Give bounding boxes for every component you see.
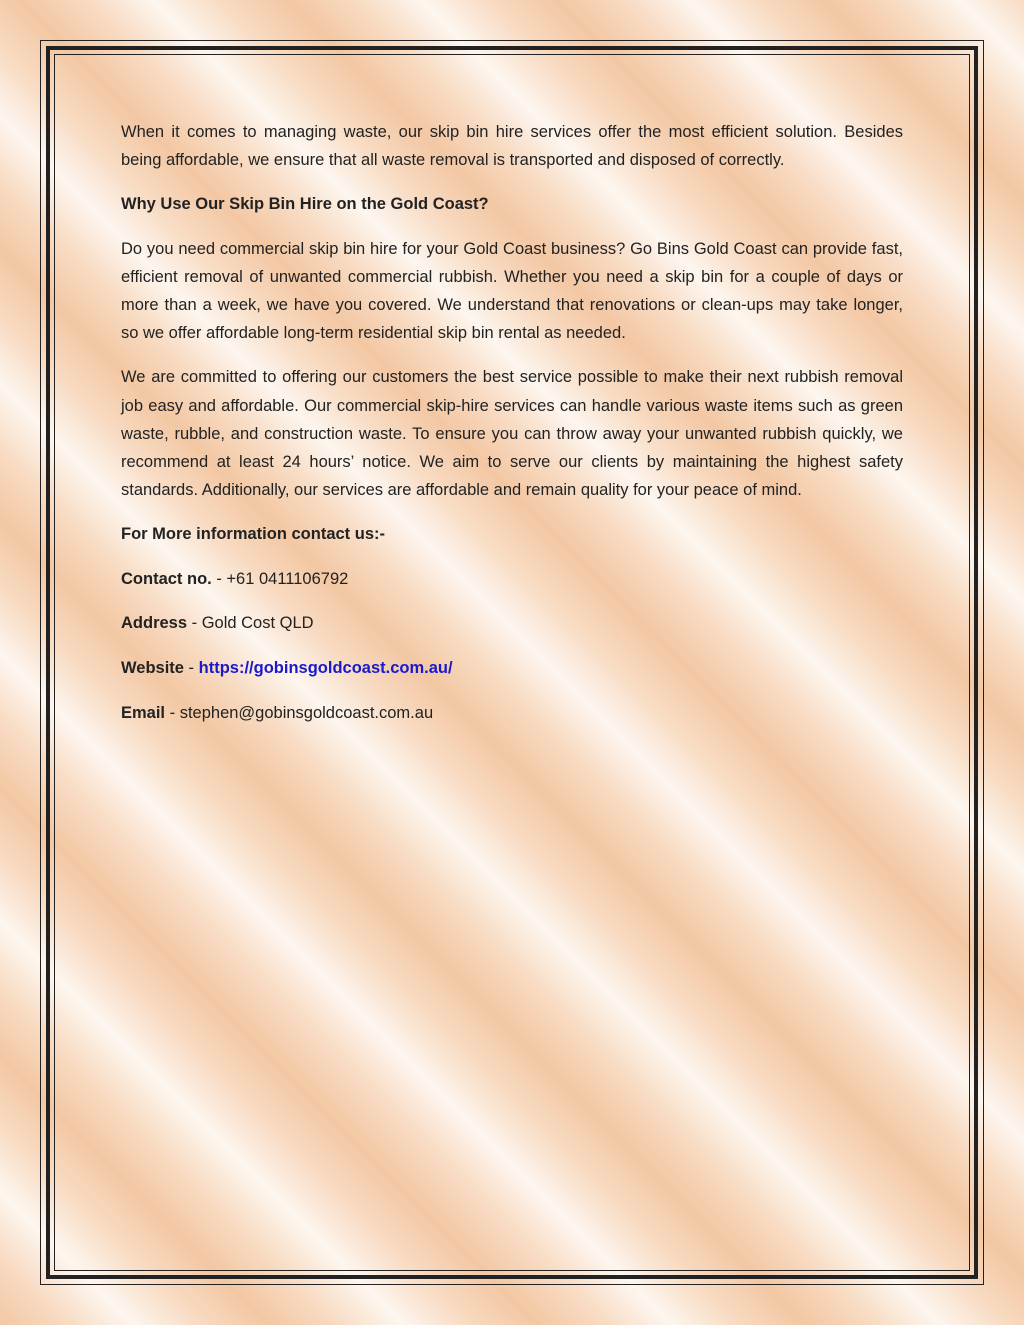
body-paragraph-1: Do you need commercial skip bin hire for your Gold Coast business? Go Bins Gold Coast can provide fast, efficient removal of unwanted commercial rubbish. Whether you need a skip bin for a couple of days or more than a week, we have you covered. We understand that renovations or clean-ups may take longer, so we offer affordable long-term residential skip bin rental as needed.	[121, 239, 903, 343]
website-separator: -	[183, 659, 199, 678]
address-label: Address	[121, 614, 188, 633]
contact-email-line	[121, 699, 903, 727]
phone-value: +61 0411106792	[226, 569, 349, 588]
intro-paragraph: When it comes to managing waste, our skip bin hire services offer the most efficient solution. Besides being affordable, we ensure that all waste removal is transported and disposed of correctly.	[121, 123, 903, 170]
contact-heading: For More information contact us:-	[121, 525, 385, 544]
website-label: Website	[121, 659, 184, 678]
contact-phone-line	[121, 565, 903, 593]
website-link[interactable]: https://gobinsgoldcoast.com.au/	[198, 659, 453, 678]
email-label: Email	[121, 703, 166, 722]
contact-address-line	[121, 609, 903, 637]
email-value: stephen@gobinsgoldcoast.com.au	[179, 703, 434, 722]
address-value: Gold Cost QLD	[201, 614, 314, 633]
contact-website-line	[121, 654, 903, 682]
email-separator: -	[165, 703, 180, 722]
section-heading: Why Use Our Skip Bin Hire on the Gold Coast?	[121, 195, 489, 214]
document-body	[121, 118, 903, 743]
phone-label: Contact no.	[121, 569, 212, 588]
address-separator: -	[187, 614, 202, 633]
phone-separator: -	[211, 569, 227, 588]
body-paragraph-2: We are committed to offering our customers the best service possible to make their next rubbish removal job easy and affordable. Our commercial skip-hire services can handle various waste items such as green waste, rubble, and construction waste. To ensure you can throw away your unwanted rubbish quickly, we recommend at least 24 hours’ notice. We aim to serve our clients by maintaining the highest safety standards. Additionally, our services are affordable and remain quality for your peace of mind.	[121, 368, 903, 500]
